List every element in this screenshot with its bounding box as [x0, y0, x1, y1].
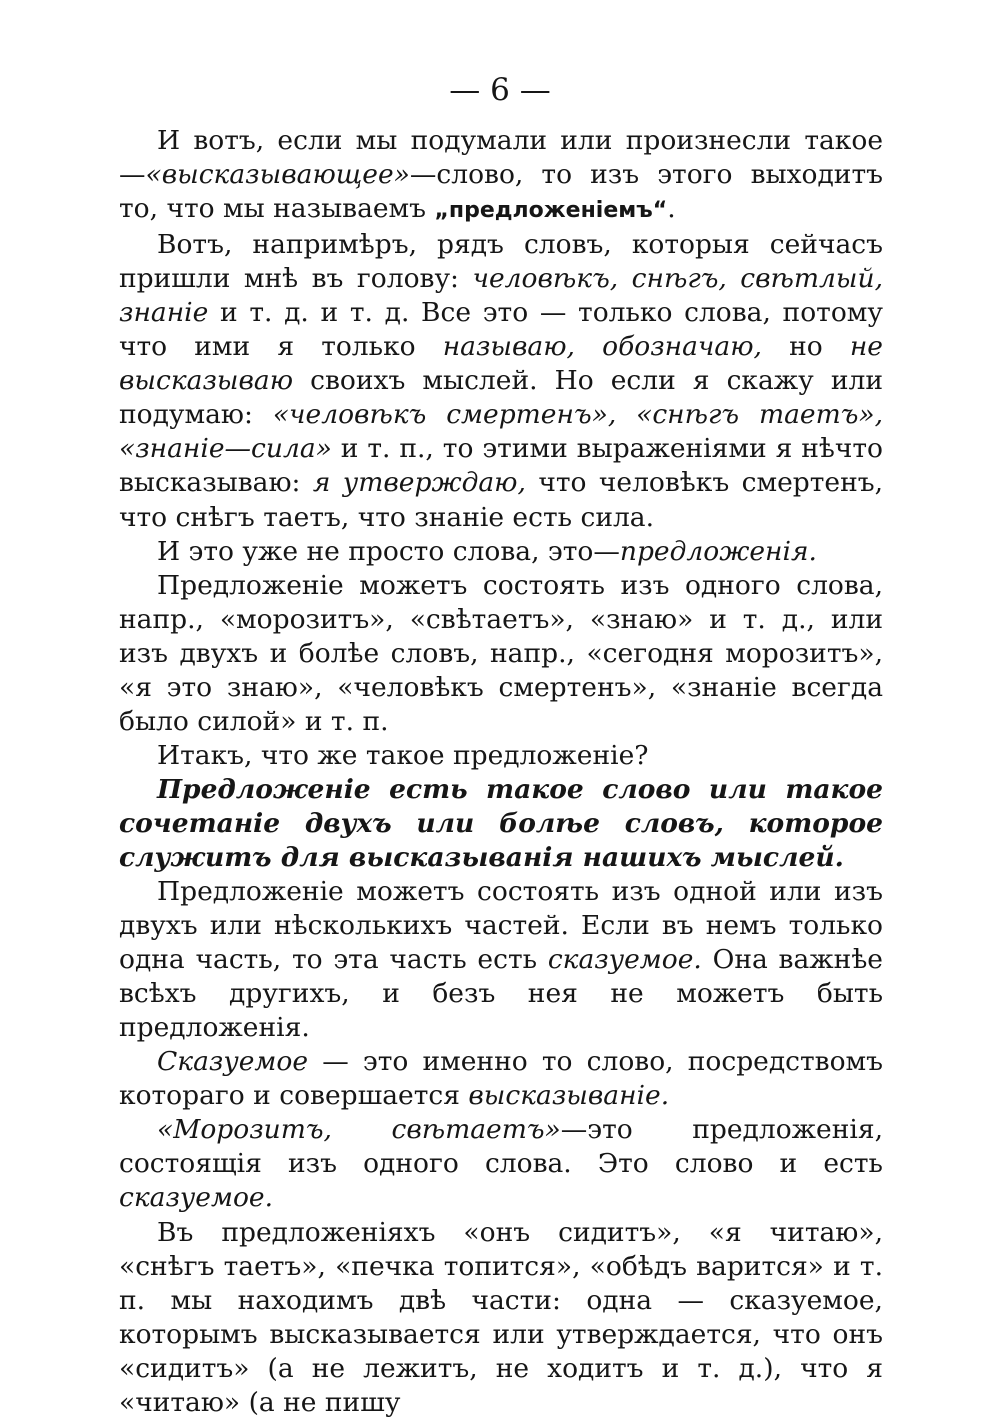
bold-term: „предложеніемъ“ [434, 198, 668, 224]
paragraph [119, 739, 883, 773]
italic-text: «высказывающее» [145, 159, 410, 191]
text-run: Она важнѣе всѣхъ другихъ, и безъ нея не можетъ быть предложенія. [119, 944, 883, 1044]
italic-text: называю, обозначаю, [442, 331, 762, 363]
page-body [119, 124, 883, 1420]
paragraph [119, 1216, 883, 1420]
definition-paragraph [119, 773, 883, 875]
italic-text: не высказываю [119, 331, 883, 397]
text-run: что человѣкъ смертенъ, что снѣгъ таетъ, что знаніе есть сила. [119, 467, 884, 533]
text-run: . [667, 193, 676, 225]
text-run: но [761, 331, 850, 363]
italic-text: человѣкъ, снѣгъ, свѣтлый, знаніе [119, 263, 884, 329]
italic-text: высказываніе. [468, 1080, 670, 1112]
text-run: —слово, то изъ этого выходитъ то, что мы называемъ [119, 159, 883, 225]
italic-text: я утверждаю, [312, 467, 526, 499]
paragraph [119, 875, 883, 1045]
paragraph [119, 569, 883, 739]
paragraph [119, 228, 883, 534]
italic-text: «человѣкъ смертенъ», «снѣгъ таетъ», «знаніе—сила» [119, 399, 883, 465]
text-run: Предложеніе можетъ состоять изъ одной или изъ двухъ или нѣсколькихъ частей. Если въ немъ только одна часть, то эта часть есть [119, 876, 883, 976]
text-run: И вотъ, если мы подумали или произнесли такое— [119, 125, 883, 191]
italic-text: «Морозитъ, свѣтаетъ» [157, 1114, 561, 1146]
text-run: — это именно то слово, посредствомъ котораго и совершается [119, 1046, 883, 1112]
paragraph [119, 535, 883, 569]
text-run: Итакъ, что же такое предложеніе? [157, 739, 649, 771]
page-number: — 6 — [449, 72, 551, 108]
text-run: Предложеніе можетъ состоять изъ одного слова, напр., «морозитъ», «свѣтаетъ», «знаю» и т. д., или изъ двухъ и болѣе словъ, напр., «сегодня морозитъ», «я это знаю», «человѣкъ смертенъ», «знаніе всегда было силой» и т. п. [119, 569, 883, 737]
italic-text: Сказуемое [157, 1046, 309, 1078]
italic-text: предложенія. [619, 535, 817, 567]
paragraph [119, 1113, 883, 1215]
paragraph [119, 1045, 883, 1113]
text-run: —это предложенія, состоящія изъ одного слова. Это слово и есть [119, 1114, 883, 1180]
text-run: и т. д. и т. д. Все это — только слова, потому что ими я только [119, 297, 883, 363]
text-run: своихъ мыслей. Но если я скажу или подумаю: [119, 365, 883, 431]
text-run: и т. п., то этими выраженіями я нѣчто высказываю: [119, 433, 883, 499]
italic-text: сказуемое. [547, 944, 702, 976]
text-run: И это уже не просто слова, это— [157, 535, 620, 567]
text-run: Вотъ, напримѣръ, рядъ словъ, которыя сейчасъ пришли мнѣ въ голову: [119, 229, 883, 295]
text-run: Въ предложеніяхъ «онъ сидитъ», «я читаю», «снѣгъ таетъ», «печка топится», «обѣдъ варится» и т. п. мы находимъ двѣ части: одна — сказуемое, которымъ высказывается или утверждается, что онъ «сидитъ» (а не лежитъ, не ходитъ и т. д.), что я «читаю» (а не пишу [119, 1216, 883, 1418]
paragraph [119, 124, 883, 228]
text-run: Предложеніе есть такое слово или такое сочетаніе двухъ или болѣе словъ, которое служитъ для высказыванія нашихъ мыслей. [119, 773, 883, 873]
italic-text: сказуемое. [119, 1182, 274, 1214]
